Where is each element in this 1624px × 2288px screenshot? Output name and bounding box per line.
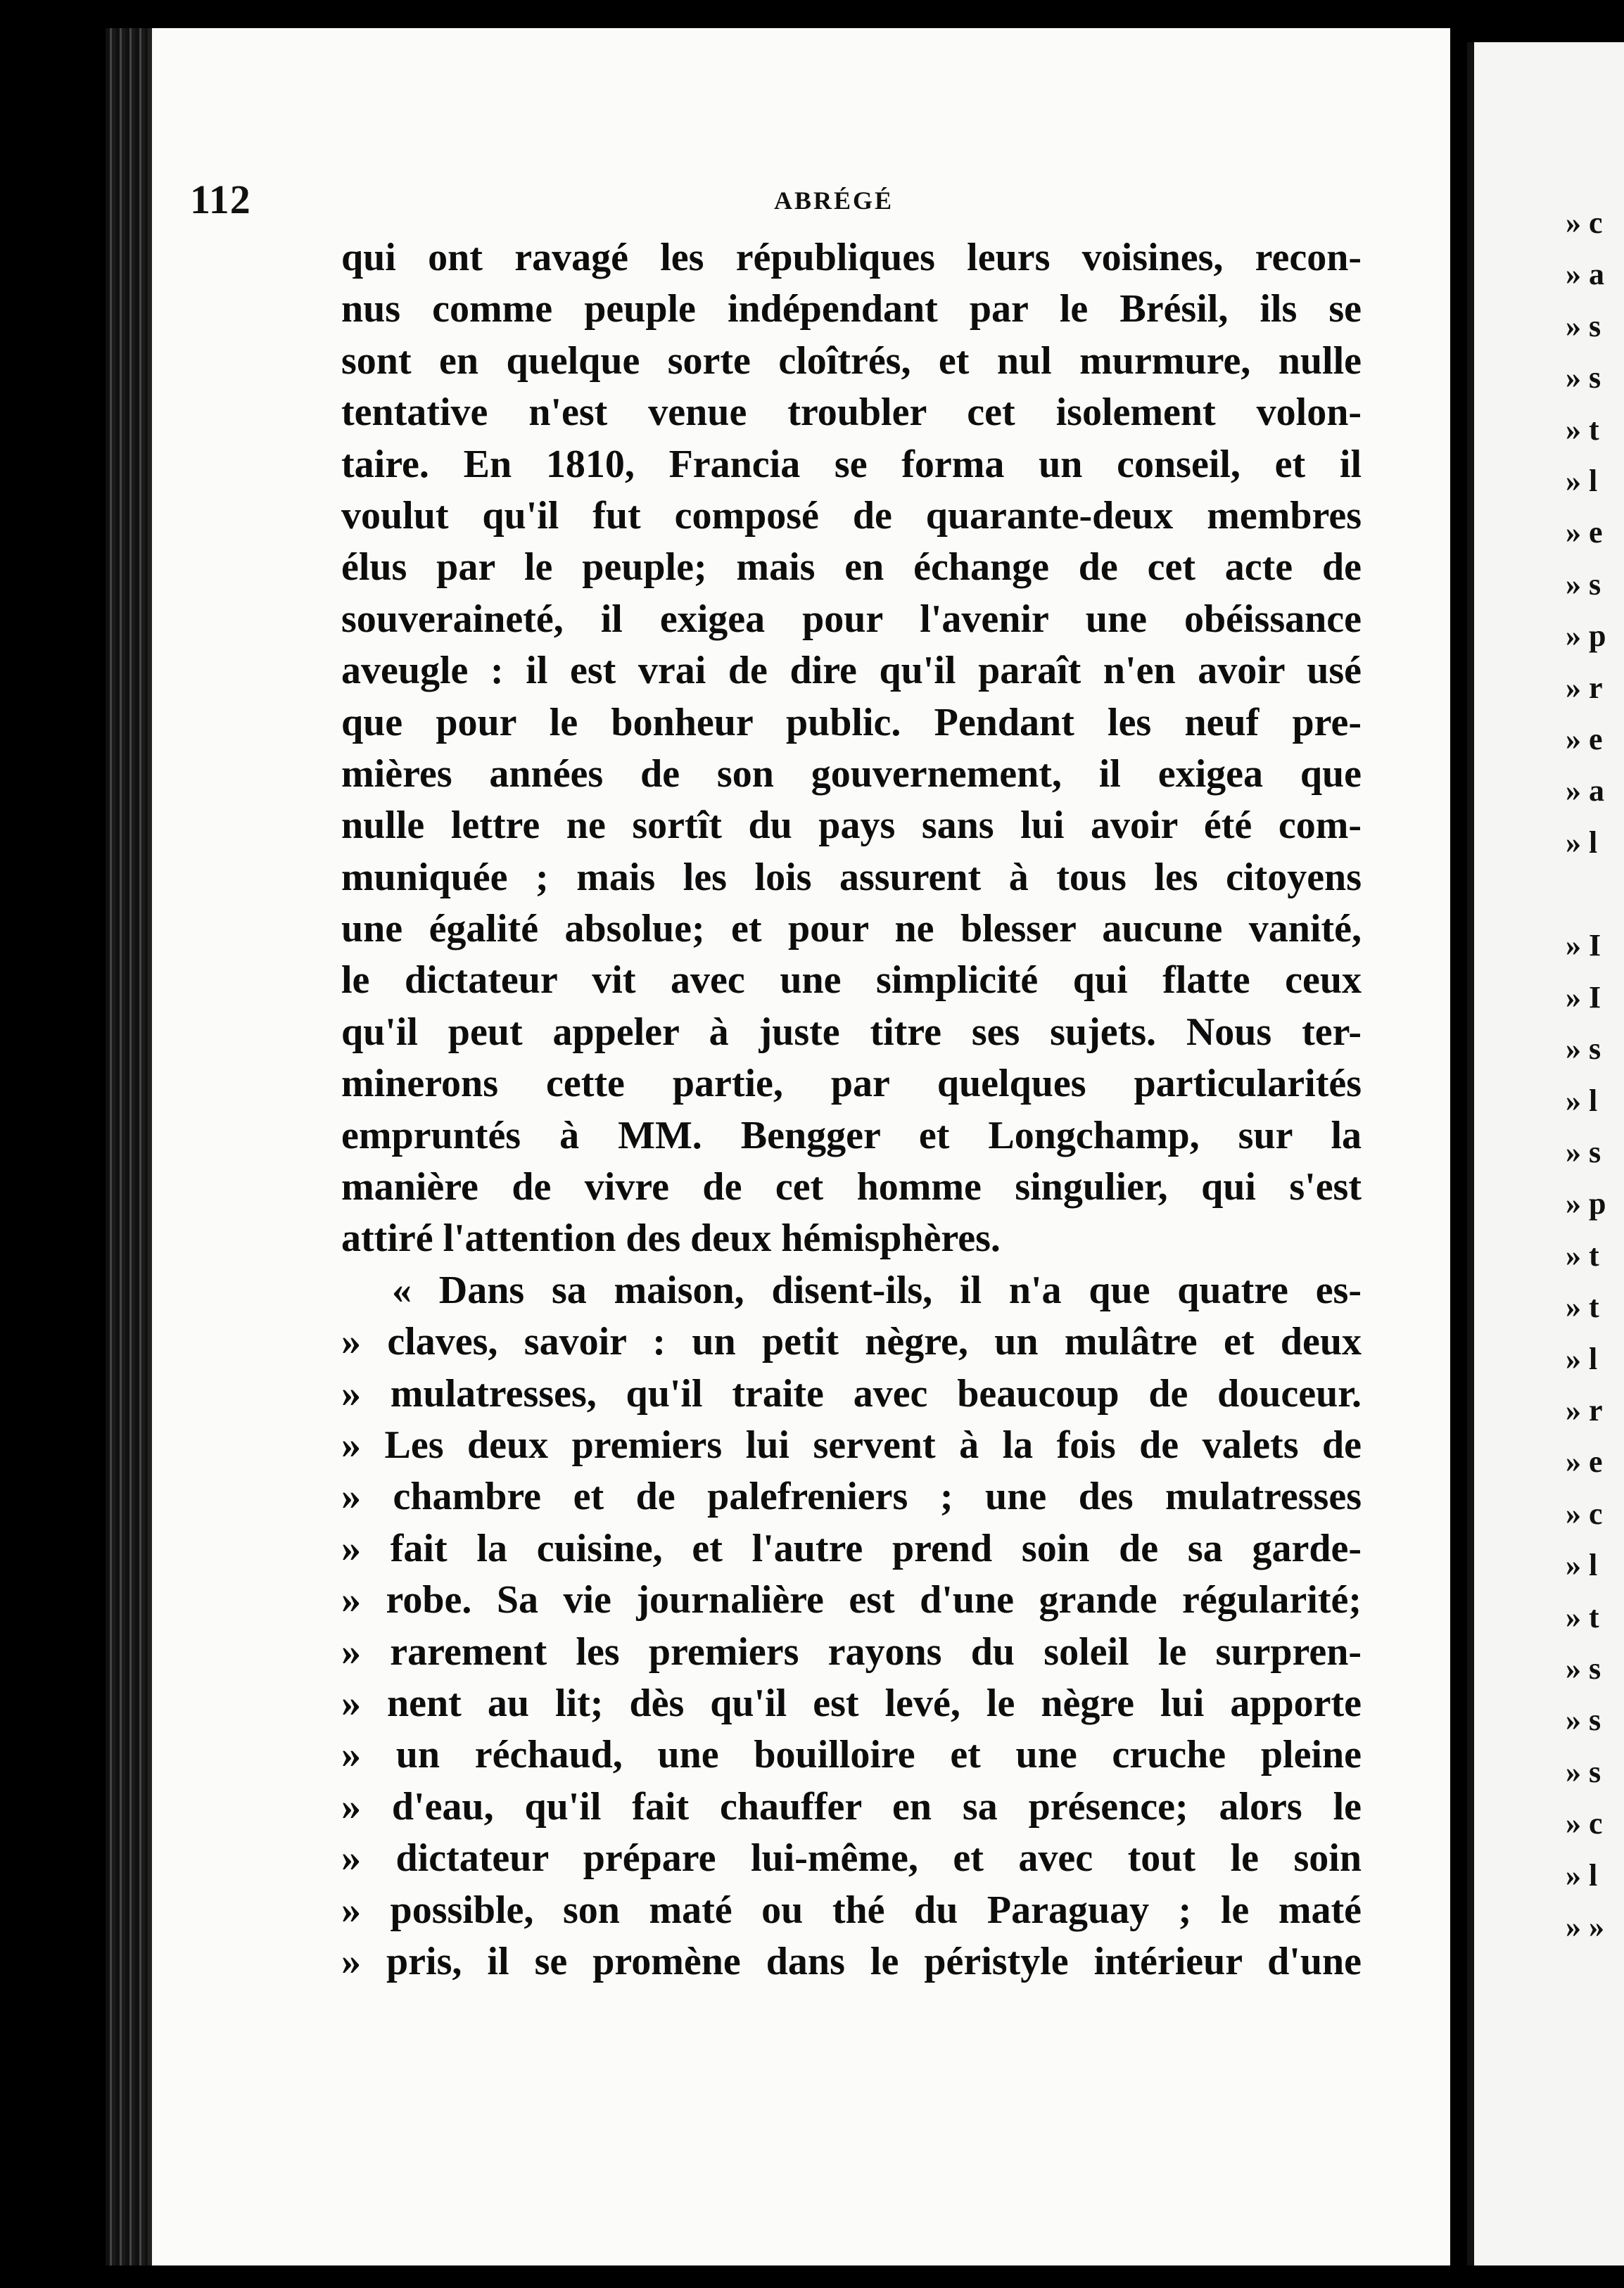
- text-line: minerons cette partie, par quelques particularités: [341, 1062, 1362, 1106]
- fragment: » l: [1566, 1083, 1598, 1118]
- fragment: » I: [1566, 928, 1601, 963]
- fragment: » e: [1566, 721, 1603, 756]
- fragment: » r: [1566, 670, 1603, 705]
- text-line: taire. En 1810, Francia se forma un conseil, et il: [341, 442, 1362, 486]
- fragment: » l: [1566, 1857, 1598, 1893]
- quote-line: » mulatresses, qu'il traite avec beaucoup de douceur.: [341, 1371, 1362, 1416]
- quote-line: » dictateur prépare lui-même, et avec tout le soin: [341, 1836, 1362, 1881]
- fragment: » s: [1566, 360, 1601, 395]
- quote-line: » chambre et de palefreniers ; une des mulatresses: [341, 1475, 1362, 1519]
- text-line: nus comme peuple indépendant par le Brésil, ils se: [341, 287, 1362, 331]
- fragment: » e: [1566, 1444, 1603, 1480]
- text-line: empruntés à MM. Bengger et Longchamp, sur la: [341, 1113, 1362, 1157]
- fragment: » t: [1566, 1599, 1599, 1634]
- fragment: » r: [1566, 1392, 1603, 1428]
- fragment: » l: [1566, 1548, 1598, 1583]
- text-line: souveraineté, il exigea pour l'avenir une obéissance: [341, 597, 1362, 641]
- fragment: » s: [1566, 308, 1601, 343]
- text-line: le dictateur vit avec une simplicité qui flatte ceux: [341, 958, 1362, 1003]
- fragment: » s: [1566, 566, 1601, 602]
- fragment: » e: [1566, 515, 1603, 550]
- fragment: » t: [1566, 1290, 1599, 1325]
- text-line: aveugle : il est vrai de dire qu'il paraît n'en avoir usé: [341, 649, 1362, 693]
- page-number: 112: [190, 177, 251, 222]
- quote-line: » pris, il se promène dans le péristyle intérieur d'une: [341, 1939, 1362, 1983]
- text-line: qu'il peut appeler à juste titre ses sujets. Nous ter-: [341, 1010, 1362, 1054]
- fragment: » c: [1566, 1496, 1603, 1531]
- fragment: » s: [1566, 1651, 1601, 1686]
- quote-line: » rarement les premiers rayons du soleil le surpren-: [341, 1629, 1362, 1674]
- fragment: » s: [1566, 1754, 1601, 1789]
- text-line: une égalité absolue; et pour ne blesser aucune vanité,: [341, 907, 1362, 951]
- text-line: sont en quelque sorte cloîtrés, et nul murmure, nulle: [341, 338, 1362, 383]
- fragment: » l: [1566, 463, 1598, 498]
- fragment: » c: [1566, 205, 1603, 240]
- quote-line: » claves, savoir : un petit nègre, un mulâtre et deux: [341, 1320, 1362, 1364]
- fragment: » »: [1566, 1909, 1604, 1944]
- fragment: » c: [1566, 1806, 1603, 1841]
- next-page-margin-fragments: [1566, 197, 1622, 1952]
- fragment: » p: [1566, 1186, 1606, 1221]
- quote-line: « Dans sa maison, disent-ils, il n'a que quatre es-: [392, 1268, 1362, 1312]
- quote-line: » fait la cuisine, et l'autre prend soin de sa garde-: [341, 1526, 1362, 1570]
- page-text: [341, 232, 1362, 1988]
- text-line: voulut qu'il fut composé de quarante-deux membres: [341, 493, 1362, 538]
- text-line: qui ont ravagé les républiques leurs voisines, recon-: [341, 236, 1362, 279]
- fragment: » s: [1566, 1135, 1601, 1170]
- fragment: » l: [1566, 1341, 1598, 1376]
- quote-line: » nent au lit; dès qu'il est levé, le nègre lui apporte: [341, 1681, 1362, 1725]
- fragment: » s: [1566, 1703, 1601, 1738]
- fragment: » t: [1566, 412, 1599, 447]
- text-line: élus par le peuple; mais en échange de cet acte de: [341, 545, 1362, 590]
- fragment: » a: [1566, 773, 1604, 808]
- fragment: » l: [1566, 825, 1598, 860]
- text-line: muniquée ; mais les lois assurent à tous les citoyens: [341, 855, 1362, 899]
- quote-line: » robe. Sa vie journalière est d'une grande régularité;: [341, 1578, 1362, 1622]
- page-header: [190, 176, 1358, 225]
- body-paragraph: [341, 232, 1362, 1265]
- book-spine: [106, 28, 148, 2265]
- text-line: tentative n'est venue troubler cet isolement volon-: [341, 390, 1362, 435]
- fragment: » I: [1566, 979, 1601, 1015]
- text-line: mières années de son gouvernement, il exigea que: [341, 751, 1362, 796]
- fragment: » p: [1566, 618, 1606, 654]
- text-line: manière de vivre de cet homme singulier, qui s'est: [341, 1165, 1362, 1209]
- fragment: [1566, 868, 1622, 920]
- fragment: » t: [1566, 1238, 1599, 1273]
- text-line: que pour le bonheur public. Pendant les neuf pre-: [341, 700, 1362, 744]
- text-line: attiré l'attention des deux hémisphères.: [341, 1216, 1001, 1261]
- quote-line: » Les deux premiers lui servent à la fois de valets de: [341, 1423, 1362, 1467]
- quote-line: » d'eau, qu'il fait chauffer en sa présence; alors le: [341, 1784, 1362, 1829]
- quote-paragraph: [341, 1265, 1362, 1988]
- fragment: » s: [1566, 1031, 1601, 1067]
- running-head: ABRÉGÉ: [774, 186, 894, 215]
- fragment: » a: [1566, 257, 1604, 292]
- quote-line: » un réchaud, une bouilloire et une cruche pleine: [341, 1733, 1362, 1777]
- text-line: nulle lettre ne sortît du pays sans lui avoir été com-: [341, 803, 1362, 848]
- quote-line: » possible, son maté ou thé du Paraguay ; le maté: [341, 1888, 1362, 1932]
